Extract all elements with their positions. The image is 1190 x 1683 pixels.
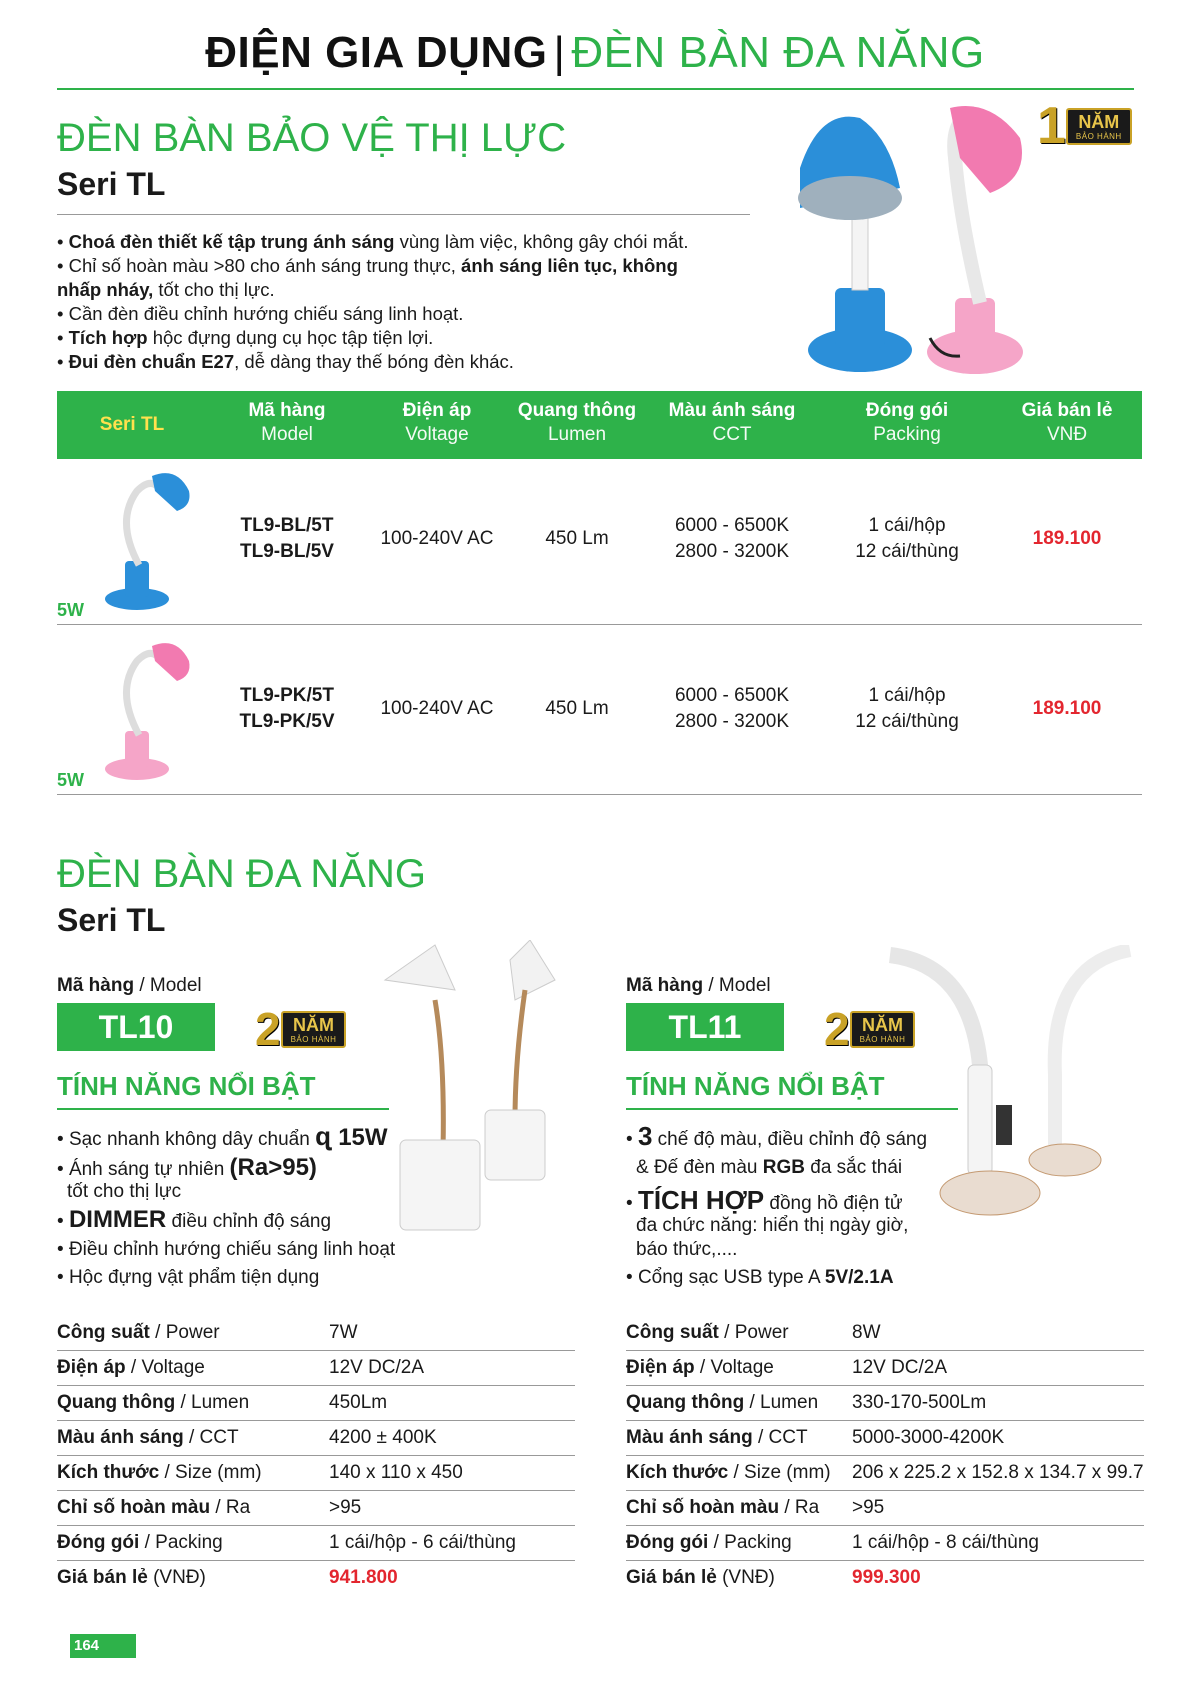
spec-row: Quang thông / Lumen 330-170-500Lm [626, 1386, 1144, 1421]
section1-subtitle: Seri TL [57, 166, 166, 202]
pink-lamp-image [927, 106, 1023, 374]
feature-heading: TÍNH NĂNG NỔI BẬT [57, 1071, 389, 1110]
tl10-price: 941.800 [329, 1567, 398, 1588]
product-table-header [57, 391, 1142, 459]
feature-item: • TÍCH HỢP đồng hồ điện tử [626, 1185, 903, 1215]
price-cell: 189.100 [1032, 698, 1102, 719]
spec-row: Màu ánh sáng / CCT 4200 ± 400K [57, 1421, 575, 1456]
model-code: TL10 [57, 1003, 215, 1051]
spec-row: Màu ánh sáng / CCT 5000-3000-4200K [626, 1421, 1144, 1456]
feature-item: báo thức,.... [636, 1239, 738, 1260]
feature-item: • Chỉ số hoàn màu >80 cho ánh sáng trung thực, ánh sáng liên tục, không [57, 255, 678, 276]
feature-item: • 3 chế độ màu, điều chỉnh độ sáng [626, 1121, 928, 1151]
price-cell: 189.100 [1032, 528, 1102, 549]
spec-row: Công suất / Power 8W [626, 1316, 1144, 1351]
voltage-cell: 100-240V AC [380, 528, 494, 549]
table-row [57, 455, 1142, 625]
feature-item: • Hộc đựng vật phẩm tiện dụng [57, 1267, 320, 1288]
feature-item: tốt cho thị lực [67, 1181, 182, 1202]
feature-item: • Choá đèn thiết kế tập trung ánh sáng vùng làm việc, không gây chói mắt. [57, 231, 689, 252]
wattage-label: 5W [57, 600, 84, 620]
header-lumen: Quang thông Lumen [517, 400, 637, 445]
voltage-cell: 100-240V AC [380, 698, 494, 719]
feature-item: • Cổng sạc USB type A 5V/2.1A [626, 1267, 894, 1288]
header-price: Giá bán lẻ VNĐ [1021, 400, 1113, 445]
page-title-separator: | [553, 28, 566, 77]
feature-item: đa chức năng: hiển thị ngày giờ, [636, 1215, 909, 1236]
spec-row: Kích thước / Size (mm) 140 x 110 x 450 [57, 1456, 575, 1491]
warranty-years: 1 [1037, 97, 1066, 155]
feature-item: • Đui đèn chuẩn E27, dễ dàng thay thế bóng đèn khác. [57, 351, 514, 372]
hero-lamps-image [780, 98, 1040, 383]
tl10-spec-table [57, 1316, 575, 1595]
cct-cell: 6000 - 6500K 2800 - 3200K [674, 685, 790, 732]
page-number: 164 [70, 1634, 136, 1658]
model-label: Mã hàng / Model [626, 975, 771, 996]
header-cct: Màu ánh sáng CCT [668, 400, 796, 445]
blue-lamp-image [798, 117, 912, 372]
cct-cell: 6000 - 6500K 2800 - 3200K [674, 515, 790, 562]
tl11-lamp-image [880, 945, 1140, 1235]
feature-item: nhấp nháy, tốt cho thị lực. [57, 279, 275, 300]
lamp-thumbnail-blue [97, 461, 197, 611]
spec-row: Quang thông / Lumen 450Lm [57, 1386, 575, 1421]
section2-subtitle: Seri TL [57, 902, 166, 938]
lamp-thumbnail-pink [97, 631, 197, 781]
spec-row: Đóng gói / Packing 1 cái/hộp - 8 cái/thùng [626, 1526, 1144, 1561]
model-cell: TL9-PK/5T TL9-PK/5V [239, 685, 335, 732]
spec-row: Giá bán lẻ (VNĐ) 999.300 [626, 1567, 921, 1588]
spec-row: Chỉ số hoàn màu / Ra >95 [626, 1491, 1144, 1526]
spec-row: Kích thước / Size (mm) 206 x 225.2 x 152.8 x 134.7 x 99.7 [626, 1456, 1144, 1491]
packing-cell: 1 cái/hộp 12 cái/thùng [855, 515, 959, 562]
spec-row: Giá bán lẻ (VNĐ) 941.800 [57, 1567, 398, 1588]
warranty-badge-1-year [1037, 97, 1132, 155]
section1-feature-list [57, 230, 757, 374]
section1-divider [57, 214, 750, 215]
feature-heading: TÍNH NĂNG NỔI BẬT [626, 1071, 958, 1110]
tl11-spec-table [626, 1316, 1144, 1595]
warranty-label: NĂM [1078, 111, 1120, 132]
spec-row: Công suất / Power 7W [57, 1316, 575, 1351]
feature-item: • Ánh sáng tự nhiên (Ra>95) [57, 1154, 317, 1181]
lumen-cell: 450 Lm [545, 528, 609, 549]
packing-cell: 1 cái/hộp 12 cái/thùng [855, 685, 959, 732]
page-title-subcategory: ĐÈN BÀN ĐA NĂNG [571, 28, 985, 77]
table-row [57, 625, 1142, 795]
wattage-label: 5W [57, 770, 84, 790]
warranty-sub: BẢO HÀNH [1075, 131, 1122, 141]
feature-item: • DIMMER điều chỉnh độ sáng [57, 1206, 332, 1233]
feature-item: • Cần đèn điều chỉnh hướng chiếu sáng linh hoạt. [57, 303, 464, 324]
page-title-category: ĐIỆN GIA DỤNG [205, 28, 548, 77]
model-cell: TL9-BL/5T TL9-BL/5V [240, 515, 334, 562]
lumen-cell: 450 Lm [545, 698, 609, 719]
feature-item: • Sạc nhanh không dây chuẩn ɋ 15W [57, 1121, 388, 1151]
warranty-label-box [1066, 108, 1132, 145]
spec-row: Điện áp / Voltage 12V DC/2A [626, 1351, 1144, 1386]
feature-item: • Điều chỉnh hướng chiếu sáng linh hoạt [57, 1239, 396, 1260]
spec-row: Đóng gói / Packing 1 cái/hộp - 6 cái/thùng [57, 1526, 575, 1561]
feature-item: & Đế đèn màu RGB đa sắc thái [636, 1157, 903, 1178]
warranty-badge-2-year: 2 NĂM BẢO HÀNH [255, 1006, 346, 1052]
spec-row: Điện áp / Voltage 12V DC/2A [57, 1351, 575, 1386]
feature-item: • Tích hợp hộc đựng dụng cụ học tập tiện lợi. [57, 327, 434, 348]
row-divider [57, 794, 1142, 795]
section2-title: ĐÈN BÀN ĐA NĂNG [57, 852, 426, 896]
section1-title: ĐÈN BÀN BẢO VỆ THỊ LỰC [57, 116, 567, 160]
qi-icon: ɋ [315, 1121, 339, 1151]
header-voltage: Điện áp Voltage [402, 400, 472, 445]
warranty-badge-2-year: 2 NĂM BẢO HÀNH [824, 1006, 915, 1052]
header-model: Mã hàng Model [248, 400, 326, 445]
model-code: TL11 [626, 1003, 784, 1051]
header-packing: Đóng gói Packing [865, 400, 949, 445]
header-divider [57, 88, 1134, 90]
spec-row: Chỉ số hoàn màu / Ra >95 [57, 1491, 575, 1526]
tl11-price: 999.300 [852, 1567, 921, 1588]
header-series: Seri TL [99, 414, 165, 435]
tl10-lamp-image [365, 940, 580, 1240]
page-title [0, 28, 1190, 78]
model-label: Mã hàng / Model [57, 975, 202, 996]
